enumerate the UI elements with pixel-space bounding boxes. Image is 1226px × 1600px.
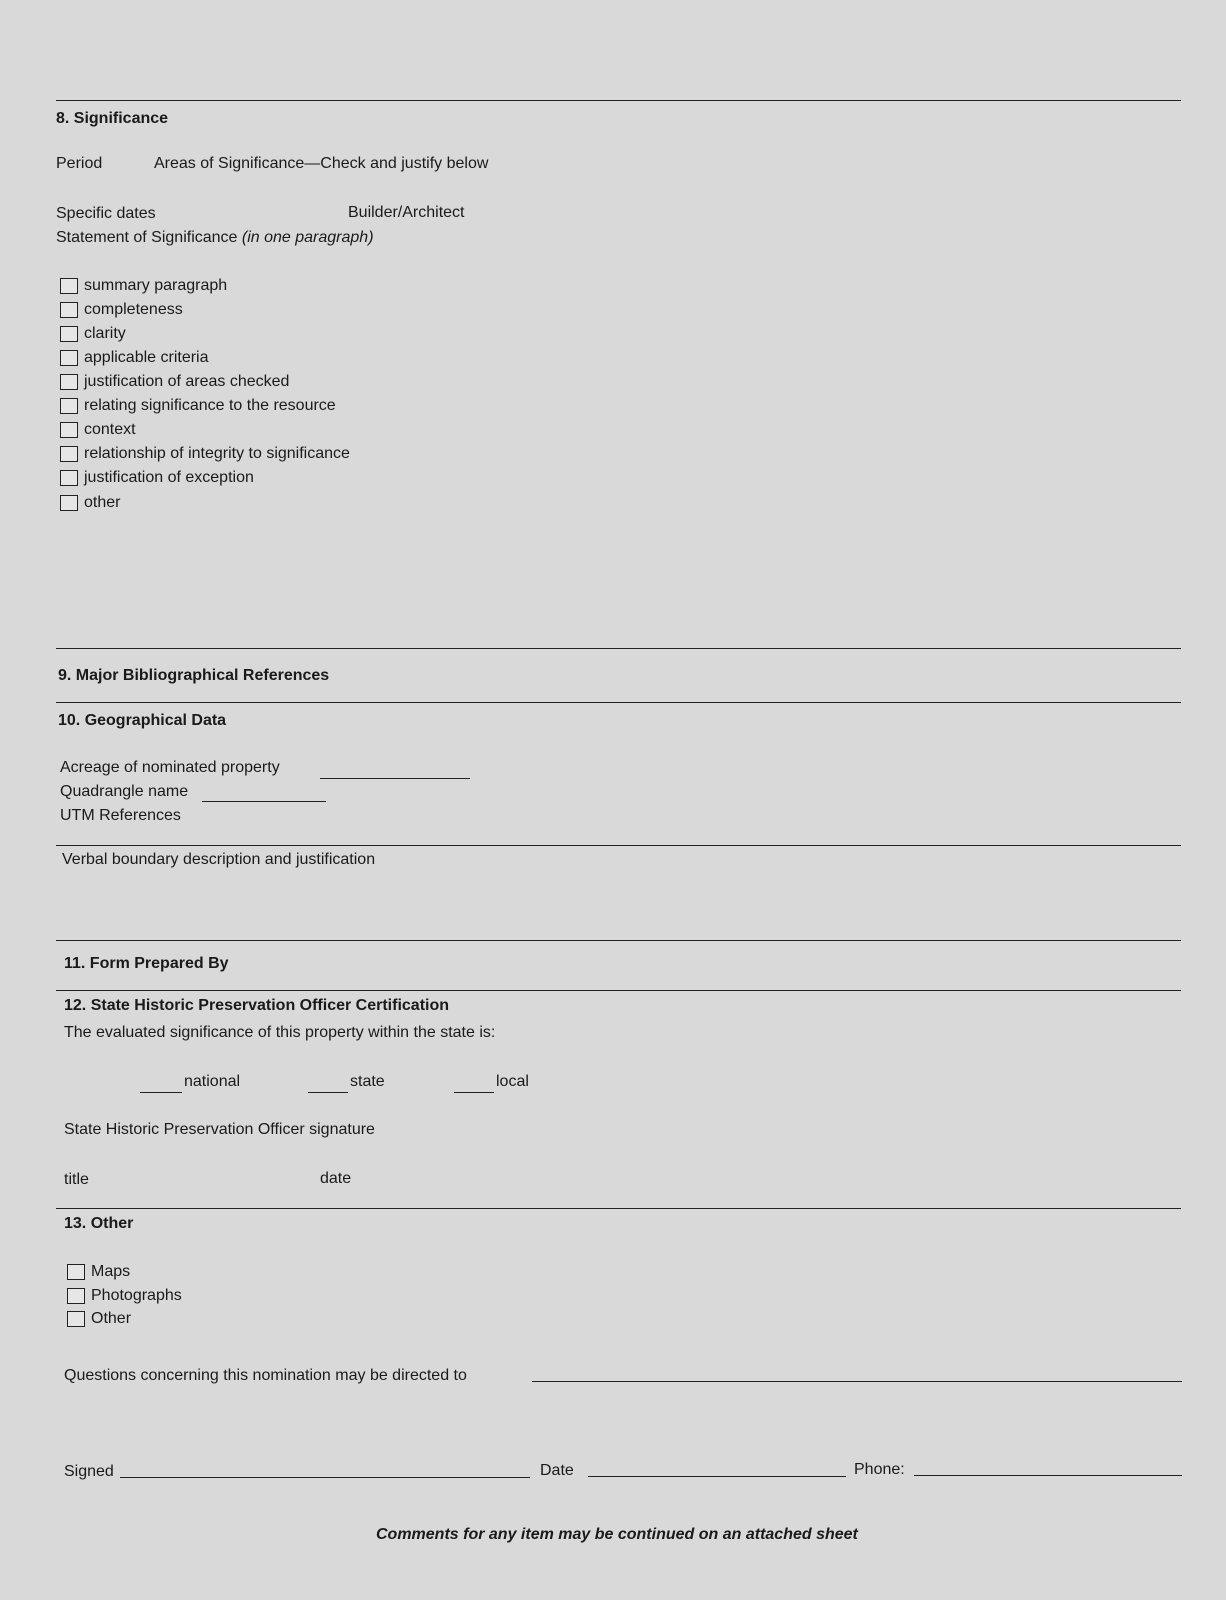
checkbox[interactable] [67, 1264, 85, 1280]
checkbox[interactable] [60, 326, 78, 342]
shpo-signature-label: State Historic Preservation Officer signature [64, 1121, 375, 1138]
questions-input-line[interactable] [532, 1381, 1182, 1382]
checklist-item[interactable] [60, 444, 350, 464]
local-input-line[interactable] [454, 1092, 494, 1093]
state-input-line[interactable] [308, 1092, 348, 1093]
checkbox[interactable] [60, 398, 78, 414]
checklist-item[interactable] [60, 396, 336, 416]
quadrangle-label: Quadrangle name [60, 783, 189, 800]
phone-input-line[interactable] [914, 1475, 1182, 1476]
checklist-label: relating significance to the resource [84, 397, 336, 414]
areas-of-significance-label: Areas of Significance—Check and justify below [154, 155, 489, 172]
acreage-input-line[interactable] [320, 778, 470, 779]
specific-dates-label: Specific dates [56, 205, 156, 222]
section-11-heading: 11. Form Prepared By [64, 955, 229, 972]
evaluated-significance-label: The evaluated significance of this property within the state is: [64, 1024, 496, 1041]
checkbox[interactable] [60, 470, 78, 486]
checklist-label: context [84, 421, 136, 438]
checkbox[interactable] [67, 1311, 85, 1327]
checklist-item[interactable] [60, 300, 183, 320]
checklist-item[interactable] [60, 493, 120, 513]
checklist-item[interactable] [60, 276, 227, 296]
section-10-heading: 10. Geographical Data [58, 712, 227, 729]
signed-label: Signed [64, 1463, 114, 1480]
section-11-rule [56, 940, 1181, 941]
section-13-rule [56, 1208, 1181, 1209]
other-item-label: Photographs [91, 1287, 182, 1304]
statement-label: Statement of Significance [56, 229, 242, 246]
checkbox[interactable] [60, 302, 78, 318]
phone-label: Phone: [854, 1461, 905, 1478]
builder-architect-label: Builder/Architect [348, 204, 465, 221]
statement-note: (in one paragraph) [241, 229, 374, 246]
checklist-label: summary paragraph [84, 277, 228, 294]
checklist-item[interactable] [60, 372, 289, 392]
checkbox[interactable] [60, 350, 78, 366]
section-8-heading: 8. Significance [56, 110, 169, 127]
other-item-maps[interactable] [67, 1262, 130, 1282]
checklist-item[interactable] [60, 468, 254, 488]
comments-note: Comments for any item may be continued on an attached sheet [376, 1526, 858, 1543]
other-item-label: Other [91, 1310, 132, 1327]
checkbox[interactable] [60, 446, 78, 462]
signed-input-line[interactable] [120, 1477, 530, 1478]
checkbox[interactable] [67, 1288, 85, 1304]
checklist-label: clarity [84, 325, 126, 342]
other-item-other[interactable] [67, 1309, 131, 1329]
section-12-heading: 12. State Historic Preservation Officer Certification [64, 997, 450, 1014]
checklist-item[interactable] [60, 324, 126, 344]
national-label: national [184, 1073, 241, 1090]
section-9-heading: 9. Major Bibliographical References [58, 667, 330, 684]
verbal-boundary-rule [56, 845, 1181, 846]
statement-of-significance-label [56, 228, 374, 248]
verbal-boundary-label: Verbal boundary description and justification [62, 851, 376, 868]
section-12-rule [56, 990, 1181, 991]
checklist-label: completeness [84, 301, 183, 318]
checkbox[interactable] [60, 495, 78, 511]
checklist-item[interactable] [60, 420, 136, 440]
acreage-label: Acreage of nominated property [60, 759, 280, 776]
quadrangle-input-line[interactable] [202, 801, 326, 802]
footer-date-input-line[interactable] [588, 1476, 846, 1477]
period-label: Period [56, 155, 103, 172]
other-item-label: Maps [91, 1263, 131, 1280]
questions-label: Questions concerning this nomination may be directed to [64, 1367, 467, 1384]
footer-date-label: Date [540, 1462, 574, 1479]
utm-references-label: UTM References [60, 807, 181, 824]
checklist-label: relationship of integrity to significance [84, 445, 350, 462]
checkbox[interactable] [60, 374, 78, 390]
date-label: date [320, 1170, 352, 1187]
national-input-line[interactable] [140, 1092, 182, 1093]
checkbox[interactable] [60, 422, 78, 438]
checklist-item[interactable] [60, 348, 209, 368]
section-10-rule [56, 702, 1181, 703]
local-label: local [496, 1073, 529, 1090]
title-label: title [64, 1171, 89, 1188]
checklist-label: other [84, 494, 121, 511]
section-9-rule [56, 648, 1181, 649]
checklist-label: applicable criteria [84, 349, 209, 366]
checklist-label: justification of areas checked [84, 373, 290, 390]
other-item-photographs[interactable] [67, 1286, 182, 1306]
checklist-label: justification of exception [84, 469, 254, 486]
checkbox[interactable] [60, 278, 78, 294]
section-8-rule [56, 100, 1181, 101]
section-13-heading: 13. Other [64, 1215, 134, 1232]
state-label: state [350, 1073, 385, 1090]
